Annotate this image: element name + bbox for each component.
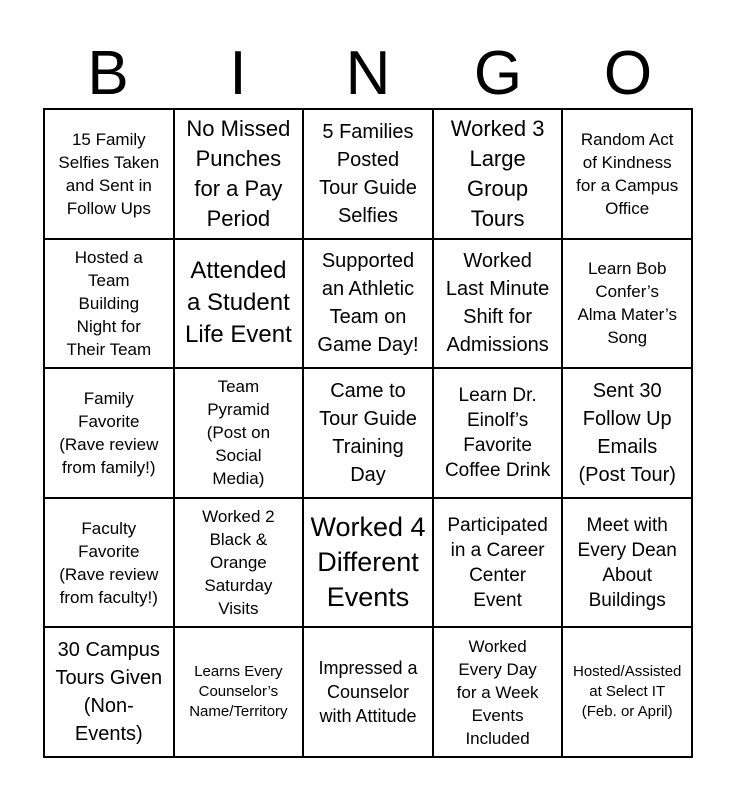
bingo-cell-r1c4[interactable] — [433, 109, 563, 239]
bingo-cell-r2c5[interactable] — [562, 239, 692, 369]
bingo-cell-r2c4[interactable] — [433, 239, 563, 369]
bingo-cell-r1c3[interactable] — [303, 109, 433, 239]
cell-text: Attended a Student Life Event — [185, 257, 292, 349]
bingo-cell-r5c1[interactable] — [44, 627, 174, 757]
bingo-cell-r4c3[interactable] — [303, 498, 433, 628]
bingo-cell-r3c2[interactable] — [174, 368, 304, 498]
bingo-cell-r4c5[interactable] — [562, 498, 692, 628]
cell-text: Worked Last Minute Shift for Admissions — [445, 250, 550, 357]
cell-text: Learn Dr. Einolf’s Favorite Coffee Drink — [444, 384, 551, 481]
cell-text: Meet with Every Dean About Buildings — [577, 514, 677, 611]
bingo-cell-r5c3[interactable] — [303, 627, 433, 757]
bingo-header — [43, 40, 693, 108]
cell-text: 5 Families Posted Tour Guide Selfies — [319, 120, 417, 227]
bingo-cell-r4c1[interactable] — [44, 498, 174, 628]
bingo-cell-r4c2[interactable] — [174, 498, 304, 628]
cell-text: 15 Family Selfies Taken and Sent in Follow Ups — [58, 129, 160, 218]
bingo-cell-r5c2[interactable] — [174, 627, 304, 757]
bingo-cell-r3c4[interactable] — [433, 368, 563, 498]
cell-text: Learns Every Counselor’s Name/Territory — [189, 663, 288, 721]
header-letter-n: N — [345, 39, 391, 108]
cell-text: No Missed Punches for a Pay Period — [186, 115, 291, 231]
cell-text: Worked Every Day for a Week Events Included — [456, 636, 539, 748]
header-letter-o: O — [603, 39, 653, 108]
cell-text: Random Act of Kindness for a Campus Office — [576, 129, 679, 218]
bingo-cell-r1c2[interactable] — [174, 109, 304, 239]
cell-text: Participated in a Career Center Event — [447, 514, 548, 611]
bingo-cell-r3c1[interactable] — [44, 368, 174, 498]
bingo-grid — [43, 108, 693, 758]
header-letter-b: B — [87, 39, 129, 108]
cell-text: Hosted/Assisted at Select IT (Feb. or April) — [573, 663, 682, 721]
bingo-cell-r5c5[interactable] — [562, 627, 692, 757]
bingo-cell-r1c5[interactable] — [562, 109, 692, 239]
cell-text: Team Pyramid (Post on Social Media) — [206, 377, 271, 489]
bingo-cell-r2c1[interactable] — [44, 239, 174, 369]
cell-text: Came to Tour Guide Training Day — [319, 379, 417, 486]
bingo-cell-r5c4[interactable] — [433, 627, 563, 757]
header-letter-g: G — [473, 39, 523, 108]
bingo-cell-r3c3[interactable] — [303, 368, 433, 498]
bingo-cell-r2c3[interactable] — [303, 239, 433, 369]
bingo-cell-r4c4[interactable] — [433, 498, 563, 628]
bingo-cell-r2c2[interactable] — [174, 239, 304, 369]
cell-text: Supported an Athletic Team on Game Day! — [317, 250, 419, 357]
bingo-cell-r3c5[interactable] — [562, 368, 692, 498]
cell-text: Hosted a Team Building Night for Their Team — [66, 247, 152, 359]
cell-text: Worked 3 Large Group Tours — [450, 115, 545, 231]
cell-text: Faculty Favorite (Rave review from faculty!) — [59, 518, 159, 607]
header-letter-i: I — [229, 39, 247, 108]
cell-text: Impressed a Counselor with Attitude — [318, 658, 418, 727]
cell-text: Worked 4 Different Events — [310, 512, 426, 613]
cell-text: Sent 30 Follow Up Emails (Post Tour) — [578, 379, 676, 486]
cell-text: Family Favorite (Rave review from family!) — [59, 388, 159, 477]
cell-text: Worked 2 Black & Orange Saturday Visits — [202, 507, 275, 619]
cell-text: 30 Campus Tours Given (Non- Events) — [55, 639, 163, 746]
cell-text: Learn Bob Confer’s Alma Mater’s Song — [577, 259, 677, 348]
bingo-cell-r1c1[interactable] — [44, 109, 174, 239]
